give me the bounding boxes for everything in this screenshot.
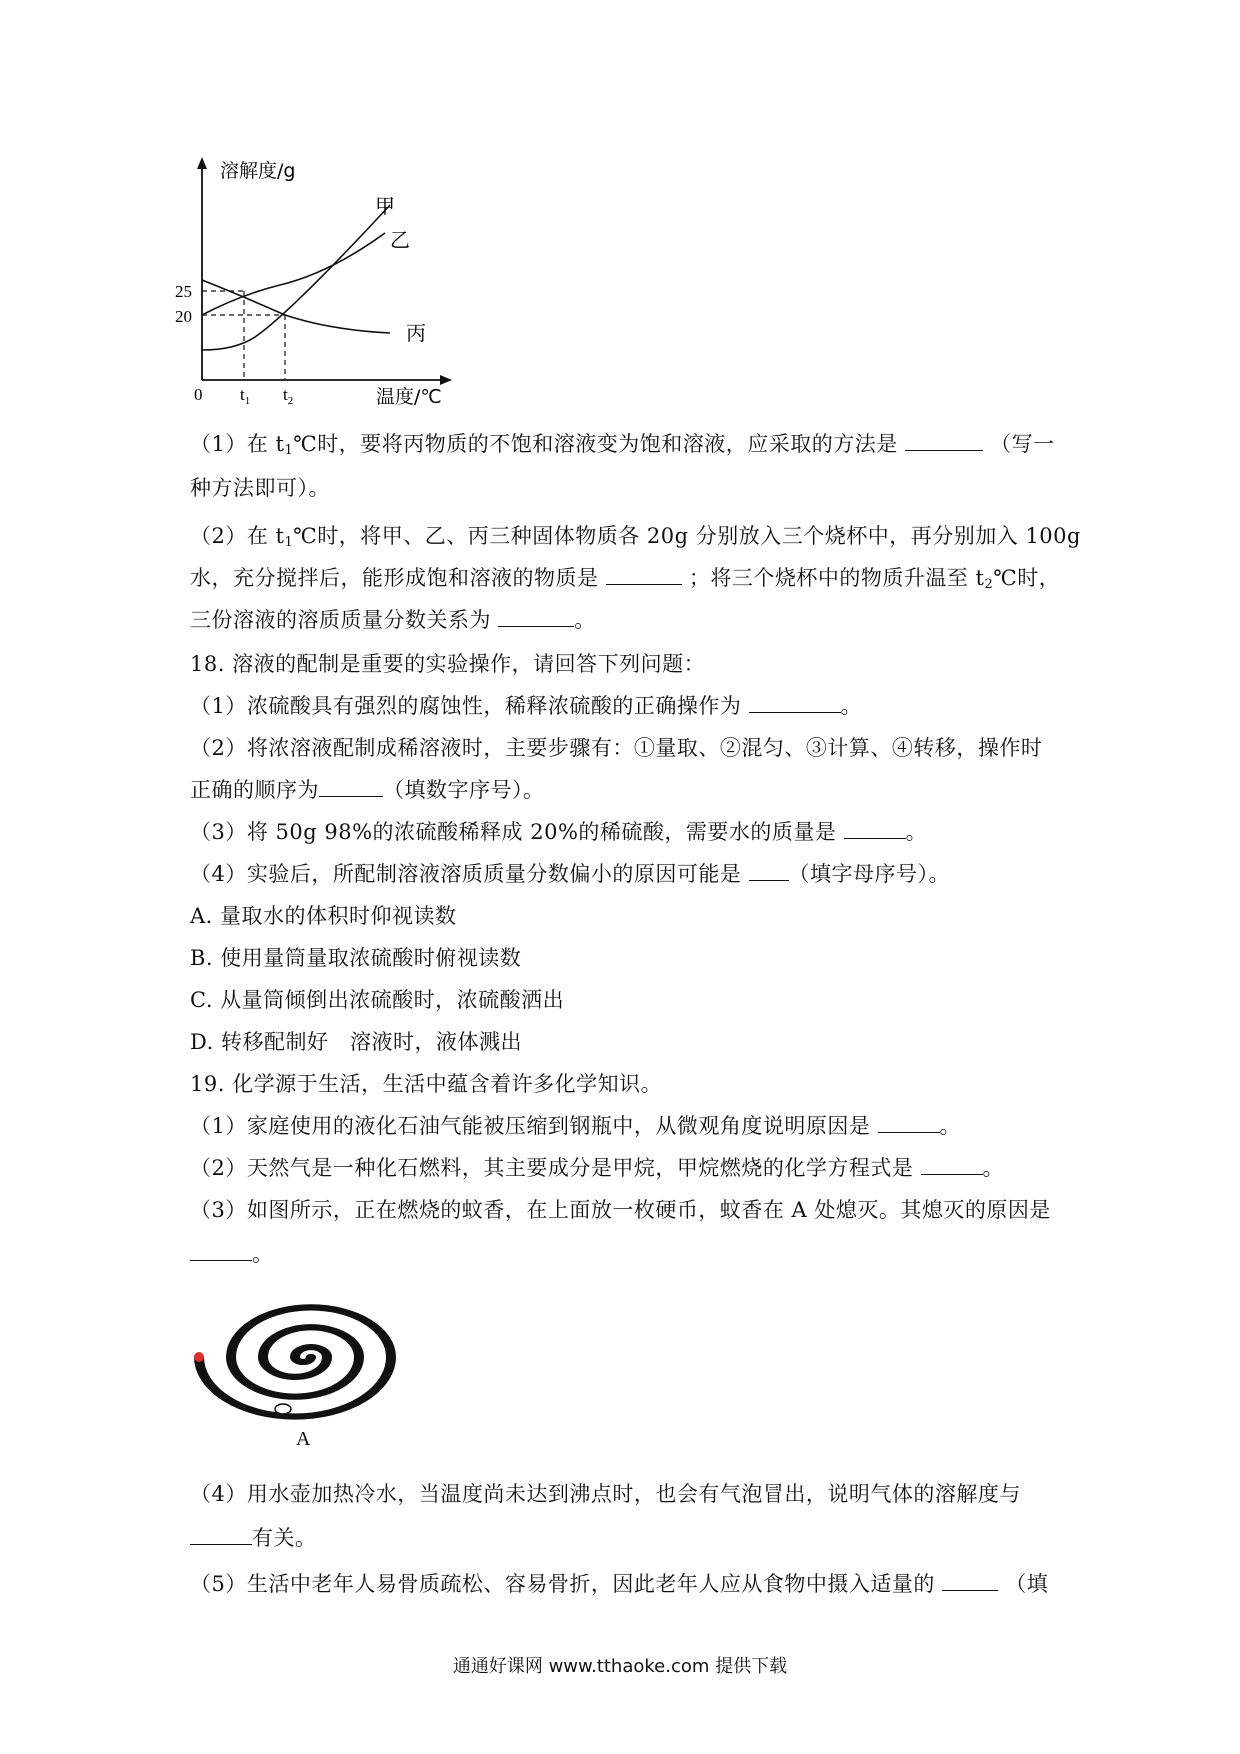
answer-blank[interactable] [749,692,841,713]
question-19-stem: 19. 化学源于生活，生活中蕴含着许多化学知识。 [190,1072,663,1096]
axes [202,165,445,380]
answer-blank[interactable] [749,860,789,881]
question-18-part-2: （2）将浓溶液配制成稀溶液时，主要步骤有：①量取、②混匀、③计算、④转移，操作时 [190,736,1043,760]
answer-blank[interactable] [942,1570,998,1591]
series-label-bing: 丙 [406,321,426,345]
x-tick-t1 [240,385,250,407]
y-tick-label: 25 [175,282,192,301]
series-yi-curve [202,233,385,315]
question-18-part-2-cont: 正确的顺序为 （填数字序号）。 [190,778,545,802]
burning-tip-icon [194,1352,204,1362]
question-19-part-5: （5）生活中老年人易骨质疏松、容易骨折，因此老年人应从食物中摄入适量的 （填 [190,1572,1049,1596]
y-axis-arrow [197,157,207,169]
question-17-part-2-cont: 水，充分搅拌后，能形成饱和溶液的物质是 ；将三个烧杯中的物质升温至 $t_2℃$时， [190,566,1061,592]
option-d: D. 转移配制好 溶液时，液体溅出 [190,1030,522,1054]
series-bing-curve [202,280,390,333]
question-17-part-1-cont: 种方法即可）。 [190,476,330,500]
answer-blank[interactable] [190,1240,252,1261]
page-footer: 通通好课网 www.tthaoke.com 提供下载 [452,1656,788,1677]
series-curves [202,205,390,350]
answer-blank[interactable] [921,1154,983,1175]
answer-blank[interactable] [498,606,574,627]
y-axis-label: 溶解度/g [220,160,296,182]
answer-blank[interactable] [905,430,983,451]
option-c: C. 从量筒倾倒出浓硫酸时，浓硫酸洒出 [190,988,565,1012]
option-a: A. 量取水的体积时仰视读数 [190,904,457,928]
question-18-part-1: （1）浓硫酸具有强烈的腐蚀性，稀释浓硫酸的正确操作为 。 [190,694,863,718]
question-19-part-2: （2）天然气是一种化石燃料，其主要成分是甲烷，甲烷燃烧的化学方程式是 。 [190,1156,1005,1180]
question-17-part-2-cont2: 三份溶液的溶质质量分数关系为 。 [190,608,596,632]
question-18-part-3: （3）将 50g 98%的浓硫酸稀释成 20%的稀硫酸，需要水的质量是 。 [190,820,928,844]
y-tick-label: 20 [175,307,192,326]
question-19-part-4: （4）用水壶加热冷水，当温度尚未达到沸点时，也会有气泡冒出，说明气体的溶解度与 [190,1482,1021,1506]
question-19-part-3-cont: 。 [190,1240,274,1268]
option-b: B. 使用量筒量取浓硫酸时俯视读数 [190,946,522,970]
coil-point-label: A [296,1428,311,1450]
coil-spiral [199,1307,391,1416]
mosquito-coil-image [195,1285,410,1430]
answer-blank[interactable] [319,776,383,797]
x-tick-t2 [283,385,293,407]
series-jia-curve [202,205,390,350]
answer-blank[interactable] [844,818,906,839]
question-18-part-4: （4）实验后，所配制溶液溶质质量分数偏小的原因可能是 （填字母序号）。 [190,862,951,886]
question-19-part-1: （1）家庭使用的液化石油气能被压缩到钢瓶中，从微观角度说明原因是 。 [190,1114,962,1138]
question-17-part-1: （1）在 $t_1℃$时，要将丙物质的不饱和溶液变为饱和溶液，应采取的方法是 （写一 [190,432,1055,458]
origin-label: 0 [194,385,203,404]
solubility-chart [175,155,460,408]
answer-blank[interactable] [606,564,682,585]
question-18-stem: 18. 溶液的配制是重要的实验操作，请回答下列问题： [190,652,706,676]
x-axis-label: 温度/℃ [376,386,442,408]
question-17-part-2: （2）在 $t_1℃$时，将甲、乙、丙三种固体物质各 20g 分别放入三个烧杯中，再分别加入 100g [190,524,1081,550]
question-19-part-3: （3）如图所示，正在燃烧的蚊香，在上面放一枚硬币，蚊香在 A 处熄灭。其熄灭的原因是 [190,1198,1051,1222]
svg-text:t2: $t_2$ [283,385,294,407]
question-19-part-4-cont: 有关。 [190,1524,317,1552]
answer-blank[interactable] [878,1112,940,1133]
series-label-yi: 乙 [390,228,410,252]
answer-blank[interactable] [190,1524,252,1545]
guide-lines [202,291,285,380]
svg-text:t1: $t_1$ [240,385,251,407]
x-axis-arrow [440,375,452,385]
series-label-jia: 甲 [375,194,395,218]
coin-icon [275,1404,291,1414]
